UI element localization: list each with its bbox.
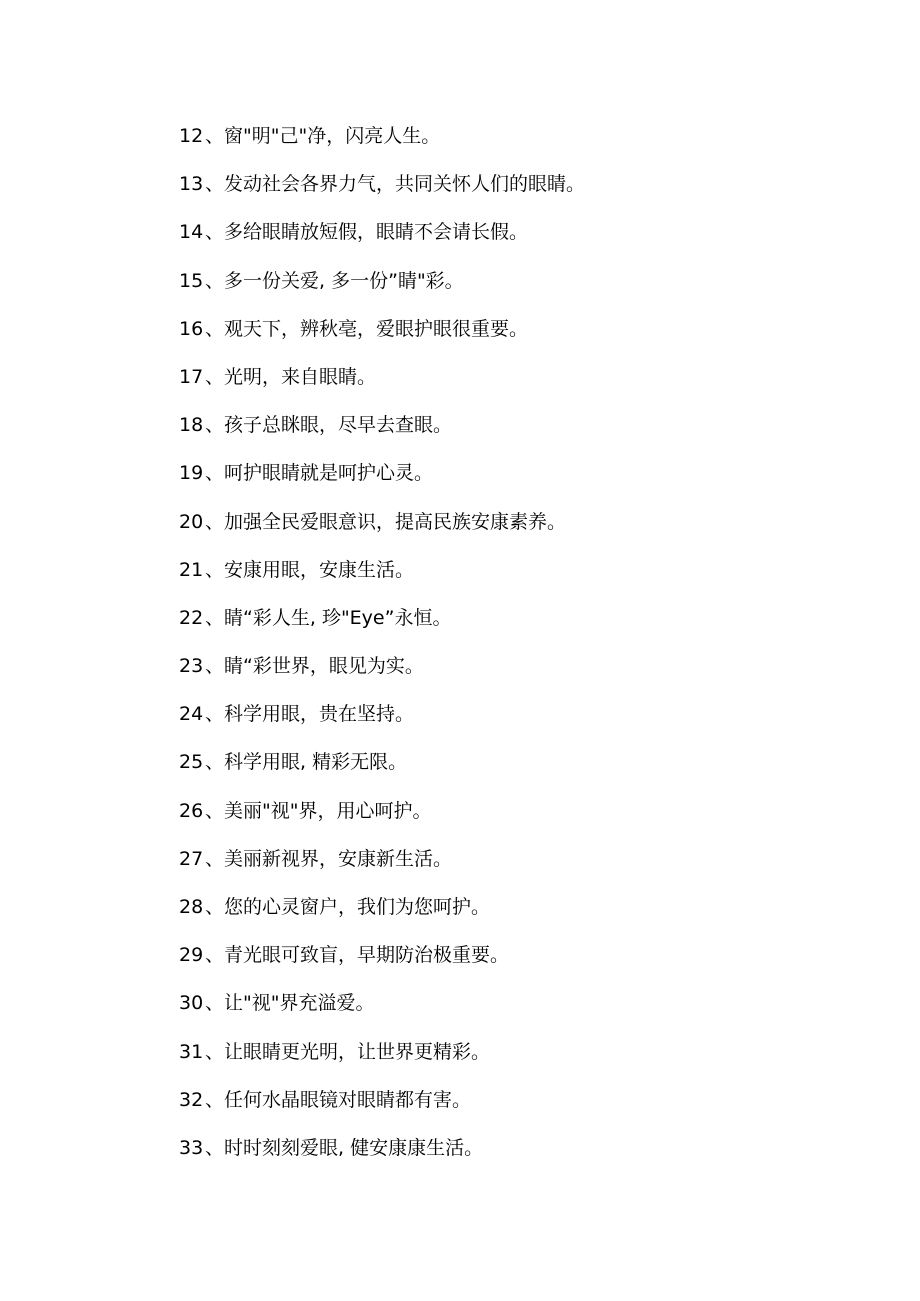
item-number: 32 [179,1088,204,1111]
item-text: 安康用眼，安康生活。 [224,558,415,581]
item-text: 孩子总眯眼，尽早去查眼。 [224,414,453,437]
item-separator: 、 [205,317,225,340]
item-text: 发动社会各界力气，共同关怀人们的眼睛。 [224,173,586,196]
item-separator: 、 [205,125,225,147]
item-number: 25 [179,751,204,774]
list-item [179,506,879,554]
item-number: 20 [179,510,204,533]
item-number: 24 [179,703,204,726]
list-item [179,698,879,746]
item-separator: 、 [205,751,225,774]
item-number: 18 [179,414,204,437]
item-number: 21 [179,558,204,581]
list-item [179,843,879,891]
list-item [179,891,879,939]
item-separator: 、 [205,365,225,388]
list-item [179,265,879,313]
list-item [179,409,879,457]
item-text: 科学用眼，贵在坚持。 [224,703,415,726]
list-item [179,1036,879,1084]
item-separator: 、 [205,944,225,967]
item-number: 33 [179,1136,204,1159]
item-separator: 、 [205,606,225,629]
item-text: 美丽"视"界，用心呵护。 [224,799,432,822]
list-item [179,602,879,650]
item-text: 任何水晶眼镜对眼睛都有害。 [224,1088,472,1111]
item-number: 23 [179,655,204,678]
list-item [179,168,879,216]
item-separator: 、 [205,558,225,581]
item-text: 让眼睛更光明，让世界更精彩。 [224,1040,491,1063]
list-item [179,795,879,843]
item-text: 青光眼可致盲，早期防治极重要。 [224,944,510,967]
item-number: 15 [179,269,204,292]
item-separator: 、 [205,173,225,196]
item-number: 12 [179,125,204,147]
item-number: 28 [179,896,204,918]
list-item [179,361,879,409]
list-item [179,120,879,168]
list-item [179,457,879,505]
item-separator: 、 [205,510,225,533]
item-separator: 、 [205,221,225,244]
item-text: 让"视"界充溢爱。 [224,992,375,1015]
item-text: 光明，来自眼睛。 [224,365,377,388]
item-text: 窗"明"己"净，闪亮人生。 [224,125,441,147]
item-text: 睛“彩世界，眼见为实。 [224,655,424,678]
list-item [179,216,879,264]
item-number: 16 [179,317,204,340]
item-text: 您的心灵窗户，我们为您呵护。 [224,896,491,918]
list-item [179,1084,879,1132]
item-number: 27 [179,847,204,870]
item-number: 29 [179,944,204,967]
item-separator: 、 [205,992,225,1015]
list-item [179,939,879,987]
item-separator: 、 [205,896,225,918]
item-number: 13 [179,173,204,196]
item-number: 30 [179,992,204,1015]
list-item [179,554,879,602]
list-item [179,650,879,698]
item-text: 呵护眼睛就是呵护心灵。 [224,462,434,485]
item-separator: 、 [205,655,225,678]
list-item [179,313,879,361]
item-separator: 、 [205,414,225,437]
item-number: 22 [179,606,204,629]
item-number: 19 [179,462,204,485]
item-separator: 、 [205,847,225,870]
item-text: 加强全民爱眼意识，提高民族安康素养。 [224,510,567,533]
item-number: 17 [179,365,204,388]
item-number: 31 [179,1040,204,1063]
item-text: 多给眼睛放短假，眼睛不会请长假。 [224,221,529,244]
item-number: 26 [179,799,204,822]
item-separator: 、 [205,462,225,485]
item-text: 观天下，辨秋亳，爱眼护眼很重要。 [224,317,529,340]
item-text: 时时刻刻爱眼, 健安康康生活。 [224,1136,484,1159]
item-text: 美丽新视界，安康新生活。 [224,847,453,870]
item-separator: 、 [205,269,225,292]
item-text: 科学用眼, 精彩无限。 [224,751,408,774]
list-item [179,987,879,1035]
item-text: 睛“彩人生, 珍"Eye”永恒。 [224,606,452,629]
item-separator: 、 [205,1136,225,1159]
item-separator: 、 [205,1088,225,1111]
list-item [179,746,879,794]
item-text: 多一份关爱, 多一份”睛"彩。 [224,269,464,292]
slogan-list [179,120,879,1180]
item-separator: 、 [205,703,225,726]
list-item [179,1132,879,1180]
item-number: 14 [179,221,204,244]
item-separator: 、 [205,799,225,822]
item-separator: 、 [205,1040,225,1063]
